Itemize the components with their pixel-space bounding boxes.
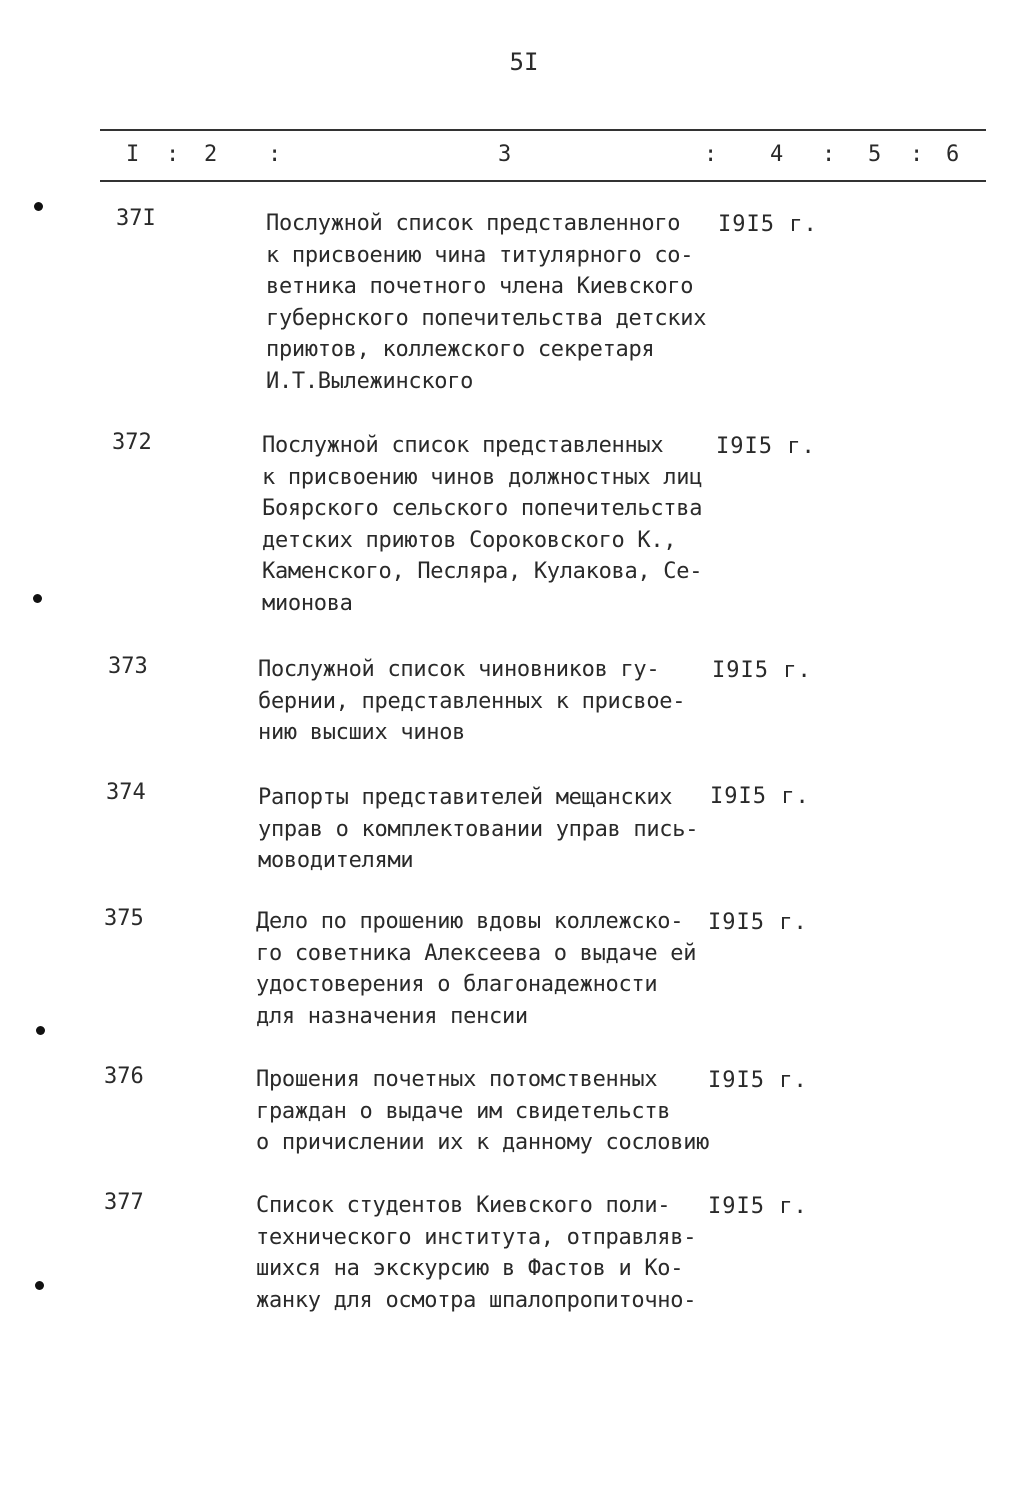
column-separator: : [166,142,180,167]
entry-description: Список студентов Киевского поли- технического института, отправляв- шихся на экскурсию в Фастов и Ко- жанку для осмотра шпалопропиточно- [256,1193,697,1313]
column-separator: : [910,142,924,167]
entry-description: Послужной список чиновников гу- бернии, представленных к присвое- нию высших чинов [258,657,686,745]
column-header-2: 2 [204,142,218,167]
table-header-bottom-rule [100,180,986,182]
column-header-3: 3 [498,142,512,167]
column-header-5: 5 [868,142,882,167]
entry-date: I9I5 г. [708,910,808,935]
punch-hole-mark [36,1026,45,1035]
entry-number: 376 [104,1064,144,1089]
entry-description: Дело по прошению вдовы коллежско- го советника Алексеева о выдаче ей удостоверения о благонадежности для назначения пенсии [256,909,697,1029]
column-header-6: 6 [946,142,960,167]
entry-description: Послужной список представленных к присвоению чинов должностных лиц Боярского сельского попечительства детских приютов Сороковского К., Каменского, Песляра, Кулакова, Се- мионова [262,433,703,616]
punch-hole-mark [34,202,43,211]
entry-description: Прошения почетных потомственных граждан о выдаче им свидетельств о причислении их к данному сословию [256,1067,710,1155]
entry-number: 375 [104,906,144,931]
entry-date: I9I5 г. [712,658,812,683]
column-header-4: 4 [770,142,784,167]
entry-number: 374 [106,780,146,805]
entry-description: Послужной список представленного к присвоению чина титулярного со- ветника почетного члена Киевского губернского попечительства детских приютов, коллежского секретаря И.Т.Вылежинского [266,211,707,394]
column-separator: : [268,142,282,167]
entry-date: I9I5 г. [710,784,810,809]
column-separator: : [822,142,836,167]
entry-number: 377 [104,1190,144,1215]
entry-date: I9I5 г. [716,434,816,459]
column-separator: : [704,142,718,167]
table-header-top-rule [100,129,986,131]
entry-number: 37I [116,206,156,231]
page-number: 5I [509,48,539,76]
entry-date: I9I5 г. [708,1068,808,1093]
punch-hole-mark [33,594,42,603]
punch-hole-mark [35,1281,44,1290]
entry-number: 372 [112,430,152,455]
entry-date: I9I5 г. [708,1194,808,1219]
entry-number: 373 [108,654,148,679]
entry-date: I9I5 г. [718,212,818,237]
column-header-1: I [126,142,140,167]
entry-description: Рапорты представителей мещанских управ о комплектовании управ пись- моводителями [258,785,699,873]
